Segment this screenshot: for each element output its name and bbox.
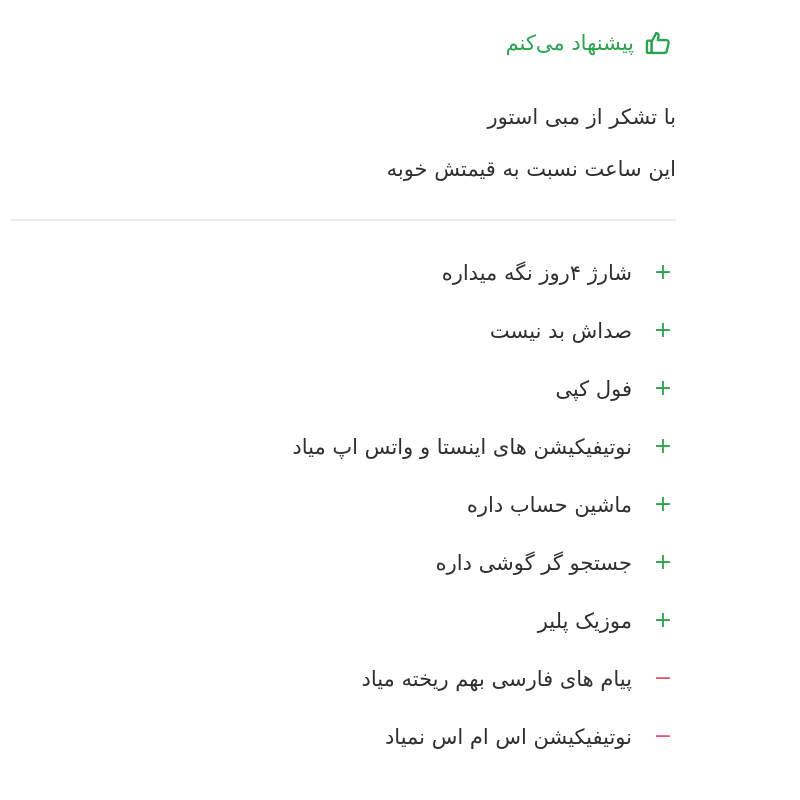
- point-text: شارژ ۴روز نگه میداره: [441, 261, 632, 285]
- plus-icon: +: [653, 376, 673, 401]
- plus-icon: +: [653, 550, 673, 575]
- point-text: صداش بد نیست: [489, 319, 632, 343]
- pro-point: [36, 430, 676, 464]
- pro-point: [36, 546, 676, 580]
- pro-point: [36, 314, 676, 348]
- comment-line: با تشکر از مبی استور: [487, 105, 676, 129]
- plus-icon: +: [653, 492, 673, 517]
- point-text: ماشین حساب داره: [466, 493, 632, 517]
- plus-icon: +: [653, 434, 673, 459]
- point-text: موزیک پلیر: [537, 609, 632, 633]
- plus-icon: +: [653, 260, 673, 285]
- comment-line: این ساعت نسبت به قیمتش خوبه: [386, 157, 676, 181]
- point-text: جستجو گر گوشی داره: [435, 551, 632, 575]
- point-text: فول کپی: [555, 377, 632, 401]
- divider: [10, 219, 676, 221]
- point-text: نوتیفیکیشن های اینستا و واتس اپ میاد: [292, 435, 632, 459]
- con-point: [36, 720, 676, 754]
- point-text: پیام های فارسی بهم ریخته میاد: [361, 667, 632, 691]
- recommendation-badge: [506, 26, 672, 60]
- plus-icon: +: [653, 608, 673, 633]
- thumbs-up-icon: [644, 29, 672, 57]
- pro-point: [36, 372, 676, 406]
- pro-point: [36, 256, 676, 290]
- pro-point: [36, 604, 676, 638]
- point-text: نوتیفیکیشن اس ام اس نمیاد: [384, 725, 632, 749]
- pro-point: [36, 488, 676, 522]
- plus-icon: +: [653, 318, 673, 343]
- minus-icon: −: [653, 724, 673, 749]
- con-point: [36, 662, 676, 696]
- minus-icon: −: [653, 666, 673, 691]
- recommendation-label: پیشنهاد می‌کنم: [505, 31, 634, 55]
